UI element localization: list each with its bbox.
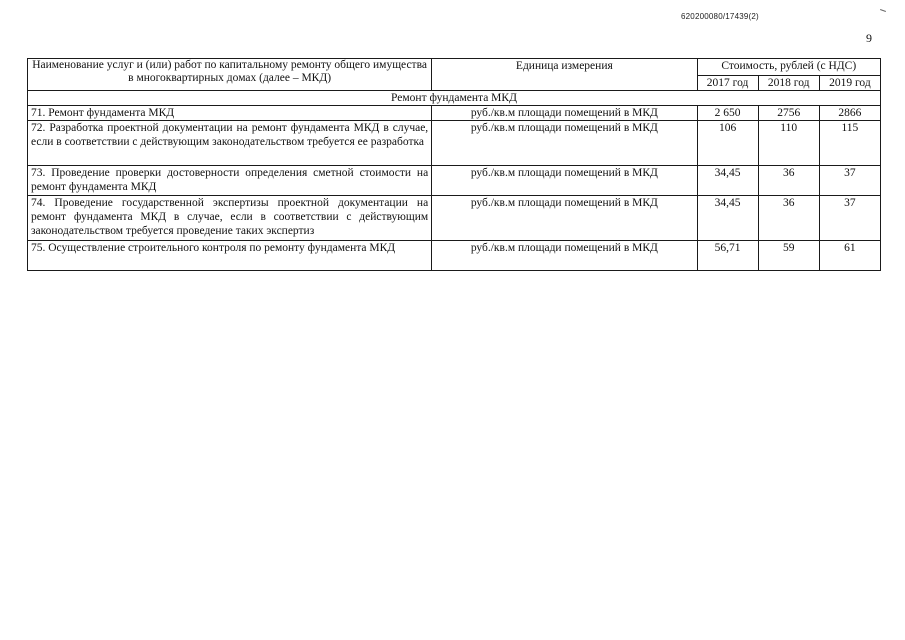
unit-cell: руб./кв.м площади помещений в МКД [432,196,697,241]
service-name: 73. Проведение проверки достоверности определения сметной стоимости на ремонт фундамента МКД [28,166,432,196]
cost-2018: 36 [758,196,819,241]
table-row [28,121,881,166]
cost-2019: 61 [819,241,880,271]
cost-2017: 34,45 [697,196,758,241]
cost-2018: 110 [758,121,819,166]
unit-cell: руб./кв.м площади помещений в МКД [432,166,697,196]
cost-2017: 56,71 [697,241,758,271]
header-unit: Единица измерения [432,59,697,91]
unit-cell: руб./кв.м площади помещений в МКД [432,121,697,166]
service-name: 71. Ремонт фундамента МКД [28,106,432,121]
service-name: 75. Осуществление строительного контроля по ремонту фундамента МКД [28,241,432,271]
cost-2017: 34,45 [697,166,758,196]
header-year-2019: 2019 год [819,76,880,91]
cost-2019: 37 [819,166,880,196]
page-number: 9 [866,31,872,45]
cost-2019: 37 [819,196,880,241]
service-name: 74. Проведение государственной экспертизы проектной документации на ремонт фундамента МКД в случае, если в соответствии с действующим законодательством требуется проведение таких экспертиз [28,196,432,241]
header-service-name: Наименование услуг и (или) работ по капитальному ремонту общего имущества в многоквартирных домах (далее – МКД) [28,59,432,91]
unit-cell: руб./кв.м площади помещений в МКД [432,106,697,121]
cost-2018: 59 [758,241,819,271]
table-row [28,106,881,121]
cost-2018: 36 [758,166,819,196]
header-cost: Стоимость, рублей (с НДС) [697,59,881,76]
unit-cell: руб./кв.м площади помещений в МКД [432,241,697,271]
cost-2017: 106 [697,121,758,166]
header-year-2017: 2017 год [697,76,758,91]
service-name: 72. Разработка проектной документации на ремонт фундамента МКД в случае, если в соответствии с действующим законодательством требуется ее разработка [28,121,432,166]
cost-2017: 2 650 [697,106,758,121]
services-cost-table [27,58,881,271]
header-year-2018: 2018 год [758,76,819,91]
cost-2018: 2756 [758,106,819,121]
document-code: 620200080/17439(2) [681,12,759,21]
scan-mark [880,9,886,12]
section-title: Ремонт фундамента МКД [28,91,881,106]
table-row [28,196,881,241]
table-row [28,241,881,271]
cost-2019: 115 [819,121,880,166]
cost-2019: 2866 [819,106,880,121]
table-row [28,166,881,196]
